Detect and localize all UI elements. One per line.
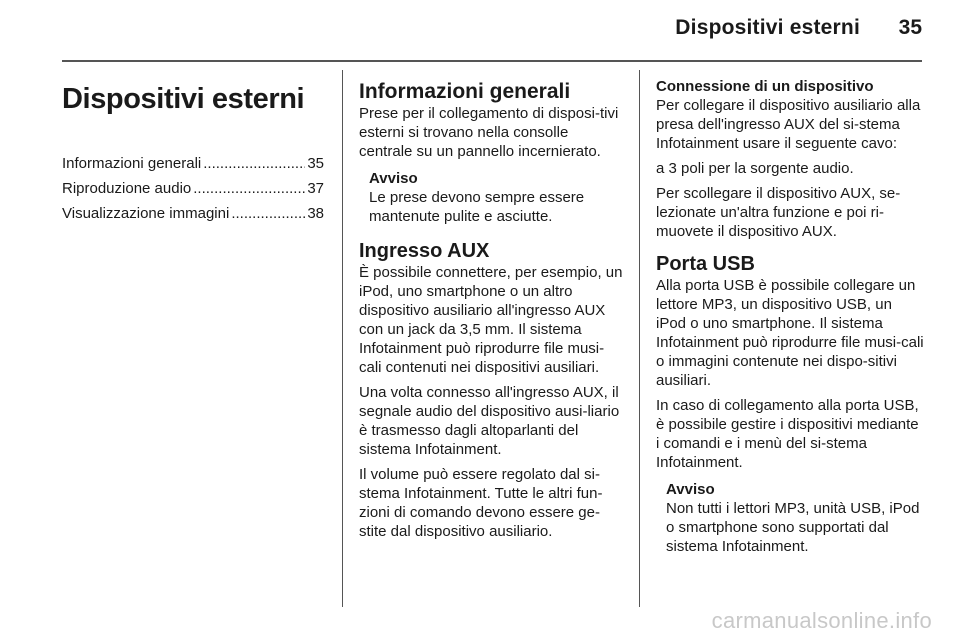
- table-of-contents: [62, 154, 324, 223]
- usb-paragraph-1: Alla porta USB è possibile collegare un lettore MP3, un dispositivo USB, un iPod o uno smartphone. Il sistema Infotainment può riprodurre file musi-cali o immagini contenute nei dispo-sitivi ausiliari.: [656, 277, 924, 389]
- column-divider-left: [342, 70, 343, 607]
- toc-item-label: Informazioni generali: [62, 155, 202, 172]
- watermark: carmanualsonline.info: [711, 608, 932, 633]
- aux-paragraph-3: Il volume può essere regolato dal si-stema Infotainment. Tutte le altri fun-zioni di comando devono essere ge-stite dal dispositivo ausiliario.: [359, 466, 603, 540]
- toc-item[interactable]: [62, 204, 324, 223]
- column-divider-right: [639, 70, 640, 607]
- notice-box: [359, 169, 625, 226]
- connection-paragraph-1: Per collegare il dispositivo ausiliario alla presa dell'ingresso AUX del si-stema Infotainment usare il seguente cavo:: [656, 97, 921, 152]
- toc-item[interactable]: [62, 154, 324, 173]
- toc-item-label: Riproduzione audio: [62, 180, 192, 197]
- toc-leader-dots: [203, 154, 305, 173]
- notice-heading: Avviso: [666, 481, 715, 498]
- section-title-usb: Porta USB: [656, 253, 755, 275]
- middle-column: [359, 62, 625, 547]
- section-title-general: Informazioni generali: [359, 80, 571, 103]
- notice-text: Le prese devono sempre essere mantenute pulite e asciutte.: [369, 189, 585, 225]
- running-header-title: Dispositivi esterni: [675, 16, 860, 39]
- left-column: [62, 62, 324, 229]
- toc-item-page: 38: [307, 205, 324, 222]
- right-column: [656, 62, 924, 562]
- toc-leader-dots: [193, 179, 305, 198]
- toc-item-page: 35: [307, 155, 324, 172]
- connection-paragraph-3: Per scollegare il dispositivo AUX, se-lezionate un'altra funzione e poi ri-muovete il dispositivo AUX.: [656, 185, 901, 240]
- toc-item-label: Visualizzazione immagini: [62, 205, 230, 222]
- notice-text: Non tutti i lettori MP3, unità USB, iPod o smartphone sono supportati dal sistema Infotainment.: [666, 500, 920, 555]
- toc-item-page: 37: [307, 180, 324, 197]
- aux-paragraph-1: È possibile connettere, per esempio, un iPod, uno smartphone o un altro dispositivo ausiliario all'ingresso AUX con un jack da 3,5 mm. Il sistema Infotainment può riprodurre file musi-cali contenuti nei dispositivi ausiliari.: [359, 264, 623, 376]
- usb-paragraph-2: In caso di collegamento alla porta USB, è possibile gestire i dispositivi mediante i comandi e i menù del si-stema Infotainment.: [656, 397, 919, 471]
- chapter-title: Dispositivi esterni: [62, 83, 305, 115]
- toc-leader-dots: [231, 204, 305, 223]
- aux-paragraph-2: Una volta connesso all'ingresso AUX, il segnale audio del dispositivo ausi-liario è trasmesso dagli altoparlanti del sistema Infotainment.: [359, 384, 620, 458]
- notice-box: [656, 480, 924, 556]
- connection-paragraph-2: a 3 poli per la sorgente audio.: [656, 160, 854, 177]
- notice-heading: Avviso: [369, 170, 418, 187]
- section-title-aux: Ingresso AUX: [359, 240, 490, 262]
- page-number: 35: [898, 16, 922, 39]
- subsection-title-connection: Connessione di un dispositivo: [656, 78, 874, 95]
- toc-item[interactable]: [62, 179, 324, 198]
- general-paragraph: Prese per il collegamento di disposi-tivi esterni si trovano nella consolle centrale su un pannello incernierato.: [359, 105, 619, 160]
